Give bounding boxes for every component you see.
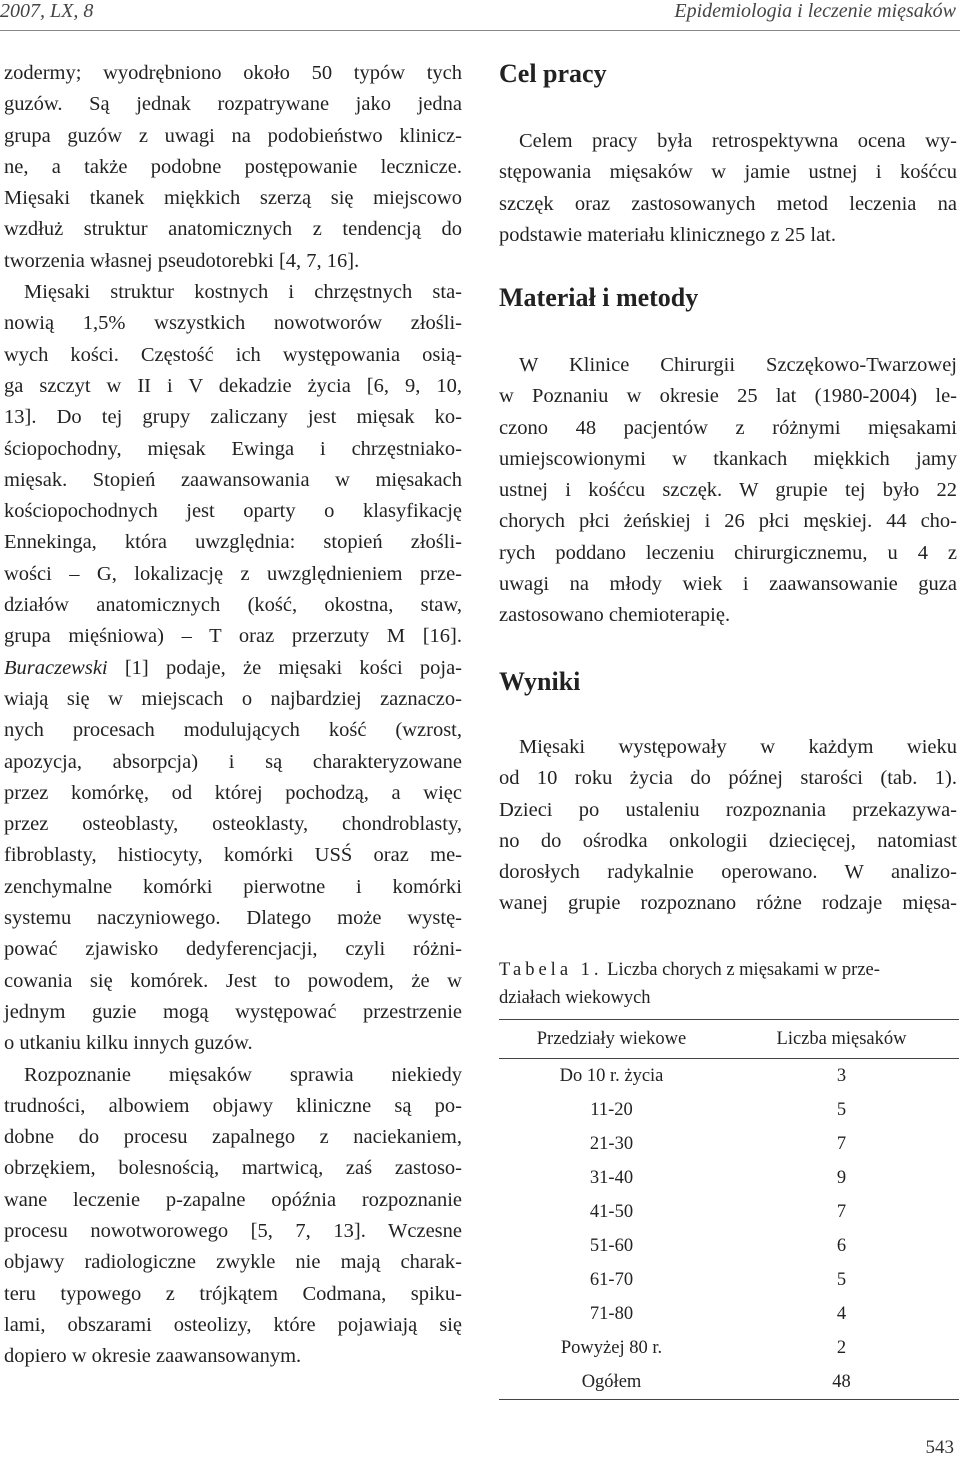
results-section xyxy=(499,732,957,920)
count-cell: 2 xyxy=(836,1337,847,1358)
text-line: systemu naczyniowego. Dlatego może wystę- xyxy=(4,907,462,930)
text-line: kościopochodnych jest oparty o klasyfikację xyxy=(4,500,462,523)
text-line: wości – G, lokalizację z uwzględnieniem prze- xyxy=(4,562,462,585)
text-line: przez komórkę, od której pochodzą, a więc xyxy=(4,781,462,804)
count-cell: 7 xyxy=(836,1201,847,1222)
count-cell: 4 xyxy=(836,1303,847,1324)
section-heading-aim: Cel pracy xyxy=(499,59,607,88)
text-line: procesu nowotworowego [5, 7, 13]. Wczesne xyxy=(4,1219,462,1242)
text-line: czono 48 pacjentów z różnymi mięsakami xyxy=(499,416,957,439)
count-cell: 3 xyxy=(836,1065,847,1086)
count-cell: 6 xyxy=(836,1235,847,1256)
text-line: chorych płci żeńskiej i 26 płci męskiej. 44 cho- xyxy=(499,510,957,533)
text-line: nowią 1,5% wszystkich nowotworów złośli- xyxy=(4,312,462,335)
age-range-cell: 31-40 xyxy=(589,1167,634,1188)
text-line: wych kości. Częstość ich występowania osią- xyxy=(4,343,462,366)
age-distribution-table xyxy=(499,1019,959,1400)
text-line: działów anatomicznych (kość, okostna, staw, xyxy=(4,594,462,617)
table-header-row xyxy=(499,1020,959,1058)
methods-section xyxy=(499,350,957,632)
text-line: rych poddano leczeniu chirurgicznemu, u 4 z xyxy=(499,541,957,564)
table-row xyxy=(499,1331,959,1365)
table-caption-text: Liczba chorych z mięsakami w prze- xyxy=(602,960,880,980)
text-line: fibroblasty, histiocyty, komórki USŚ oraz me- xyxy=(4,844,462,867)
text-line: ustnej i kośćcu szczęk. W grupie tej było 22 xyxy=(499,479,957,502)
text-line: umiejscowionymi w tkankach miękkich jamy xyxy=(499,447,957,470)
text-line: od 10 roku życia do późnej starości (tab. 1). xyxy=(499,767,957,790)
text-line: stępowania mięsaków w jamie ustnej i kośćcu xyxy=(499,161,957,184)
table-row xyxy=(499,1229,959,1263)
text-line: zastosowano chemioterapię. xyxy=(499,604,731,627)
aim-section xyxy=(499,126,957,251)
text-line: teru typowego z trójkątem Codmana, spiku- xyxy=(4,1282,462,1305)
table-header-age: Przedziały wiekowe xyxy=(536,1028,687,1049)
paragraph-aim xyxy=(499,126,957,251)
table-row xyxy=(499,1195,959,1229)
table-row xyxy=(499,1161,959,1195)
table-row xyxy=(499,1093,959,1127)
age-range-cell: 41-50 xyxy=(589,1201,634,1222)
section-heading-methods: Materiał i metody xyxy=(499,283,699,312)
running-title: Epidemiologia i leczenie mięsaków xyxy=(674,0,956,22)
text-line: jednym guzie mogą występować przestrzenie xyxy=(4,1000,462,1023)
table-row xyxy=(499,1297,959,1331)
text-line: apozycja, absorpcja) i są charakteryzowane xyxy=(4,750,462,773)
text-line: trudności, albowiem objawy kliniczne są po- xyxy=(4,1094,462,1117)
age-range-cell: Ogółem xyxy=(581,1371,642,1392)
text-line: zodermy; wyodrębniono około 50 typów tych xyxy=(4,62,462,84)
count-cell: 5 xyxy=(836,1269,847,1290)
age-range-cell: 21-30 xyxy=(589,1133,634,1154)
left-column xyxy=(4,58,462,1372)
text-line: grupa mięśniowa) – T oraz przerzuty M [16]. xyxy=(4,625,462,648)
table-row xyxy=(499,1365,959,1399)
text-line: zenchymalne komórki pierwotne i komórki xyxy=(4,875,462,898)
paragraph-tumor-grouping xyxy=(4,58,462,277)
text-line: Celem pracy była retrospektywna ocena wy- xyxy=(519,130,957,152)
text-line: uwagi na młody wiek i zaawansowanie guza xyxy=(499,573,957,596)
text-line: grupa guzów z uwagi na podobieństwo klinicz- xyxy=(4,124,462,147)
table-row xyxy=(499,1263,959,1297)
text-line: dopiero w okresie zaawansowanym. xyxy=(4,1345,302,1368)
text-line: Mięsaki struktur kostnych i chrzęstnych sta- xyxy=(24,281,462,304)
text-line: wane leczenie p-zapalne opóźnia rozpoznanie xyxy=(4,1188,462,1211)
text-line xyxy=(4,653,462,684)
paragraph-results xyxy=(499,732,957,920)
text-line: w Poznaniu w okresie 25 lat (1980-2004) le- xyxy=(499,385,957,408)
count-cell: 9 xyxy=(836,1167,847,1188)
text-line: Ennekinga, która uwzględnia: stopień złośli- xyxy=(4,531,462,554)
age-range-cell: 51-60 xyxy=(589,1235,634,1256)
text-line: dorosłych radykalnie operowano. W analizo- xyxy=(499,861,957,884)
text-line: guzów. Są jednak rozpatrywane jako jedna xyxy=(4,93,462,116)
text-line: przez osteoblasty, osteoklasty, chondroblasty, xyxy=(4,813,462,836)
text-line: cowania się komórek. Jest to powodem, że w xyxy=(4,969,462,992)
age-range-cell: Do 10 r. życia xyxy=(559,1065,664,1086)
age-range-cell: Powyżej 80 r. xyxy=(560,1337,663,1358)
header-rule xyxy=(0,30,960,31)
text-line: wiają się w miejscach o najbardziej zaznaczo- xyxy=(4,687,462,710)
text-line: obrzękiem, bolesnością, martwicą, zaś zastoso- xyxy=(4,1157,462,1180)
table-caption-text-cont: działach wiekowych xyxy=(499,988,651,1008)
text-line: ga szczyt w II i V dekadzie życia [6, 9, 10, xyxy=(4,374,462,397)
journal-citation: 2007, LX, 8 xyxy=(0,0,94,22)
age-range-cell: 71-80 xyxy=(589,1303,634,1324)
table-row xyxy=(499,1127,959,1161)
author-name: Buraczewski xyxy=(4,656,108,679)
count-cell: 7 xyxy=(836,1133,847,1154)
text-line: dobne do procesu zapalnego z naciekaniem, xyxy=(4,1126,462,1149)
table-bottom-rule xyxy=(499,1399,959,1400)
table-header-count: Liczba mięsaków xyxy=(776,1028,907,1049)
text-line: Mięsaki występowały w każdym wieku xyxy=(519,736,957,758)
text-line: W Klinice Chirurgii Szczękowo-Twarzowej xyxy=(519,354,957,376)
text-line: mięsak. Stopień zaawansowania w mięsakach xyxy=(4,468,462,491)
text-line: ściopochodny, mięsak Ewinga i chrzęstniako- xyxy=(4,437,462,460)
text-line: ne, a także podobne postępowanie lecznicze. xyxy=(4,155,462,178)
table-row xyxy=(499,1059,959,1093)
text-line: szczęk oraz zastosowanych metod leczenia na xyxy=(499,192,957,215)
paragraph-diagnosis xyxy=(4,1060,462,1373)
text-line: no do ośrodka onkologii dziecięcej, natomiast xyxy=(499,829,957,852)
text-line: 13]. Do tej grupy zaliczany jest mięsak ko- xyxy=(4,406,462,429)
table-caption xyxy=(499,956,959,1012)
text-line: wzdłuż struktur anatomicznych z tendencją do xyxy=(4,218,462,241)
running-header xyxy=(0,0,960,28)
paragraph-bone-sarcomas xyxy=(4,277,462,1059)
count-cell: 5 xyxy=(836,1099,847,1120)
text-line: objawy radiologiczne zwykle nie mają charak- xyxy=(4,1251,462,1274)
text-line: tworzenia własnej pseudotorebki [4, 7, 16]. xyxy=(4,249,360,272)
paragraph-methods xyxy=(499,350,957,632)
text-line: podstawie materiału klinicznego z 25 lat. xyxy=(499,223,836,246)
age-range-cell: 11-20 xyxy=(590,1099,633,1120)
section-heading-results: Wyniki xyxy=(499,667,581,696)
age-range-cell: 61-70 xyxy=(589,1269,634,1290)
page-number: 543 xyxy=(925,1437,954,1458)
text-line: lami, obszarami osteolizy, które pojawiają się xyxy=(4,1313,462,1336)
text-line: pować zjawisko dedyferencjacji, czyli różni- xyxy=(4,938,462,961)
text-line: Mięsaki tkanek miękkich szerzą się miejscowo xyxy=(4,187,462,210)
count-cell: 48 xyxy=(832,1371,851,1392)
text-line: wanej grupie rozpoznano różne rodzaje mięsa- xyxy=(499,892,957,915)
table-caption-label: Tabela 1. xyxy=(499,960,603,980)
text-fragment: [1] podaje, że mięsaki kości poja- xyxy=(107,656,462,679)
text-line: o utkaniu kilku innych guzów. xyxy=(4,1032,253,1055)
text-line: nych procesach modulujących kość (wzrost, xyxy=(4,719,462,742)
text-line: Dzieci po ustaleniu rozpoznania przekazywa- xyxy=(499,798,957,821)
text-line: Rozpoznanie mięsaków sprawia niekiedy xyxy=(24,1063,462,1086)
table-body xyxy=(499,1059,959,1399)
